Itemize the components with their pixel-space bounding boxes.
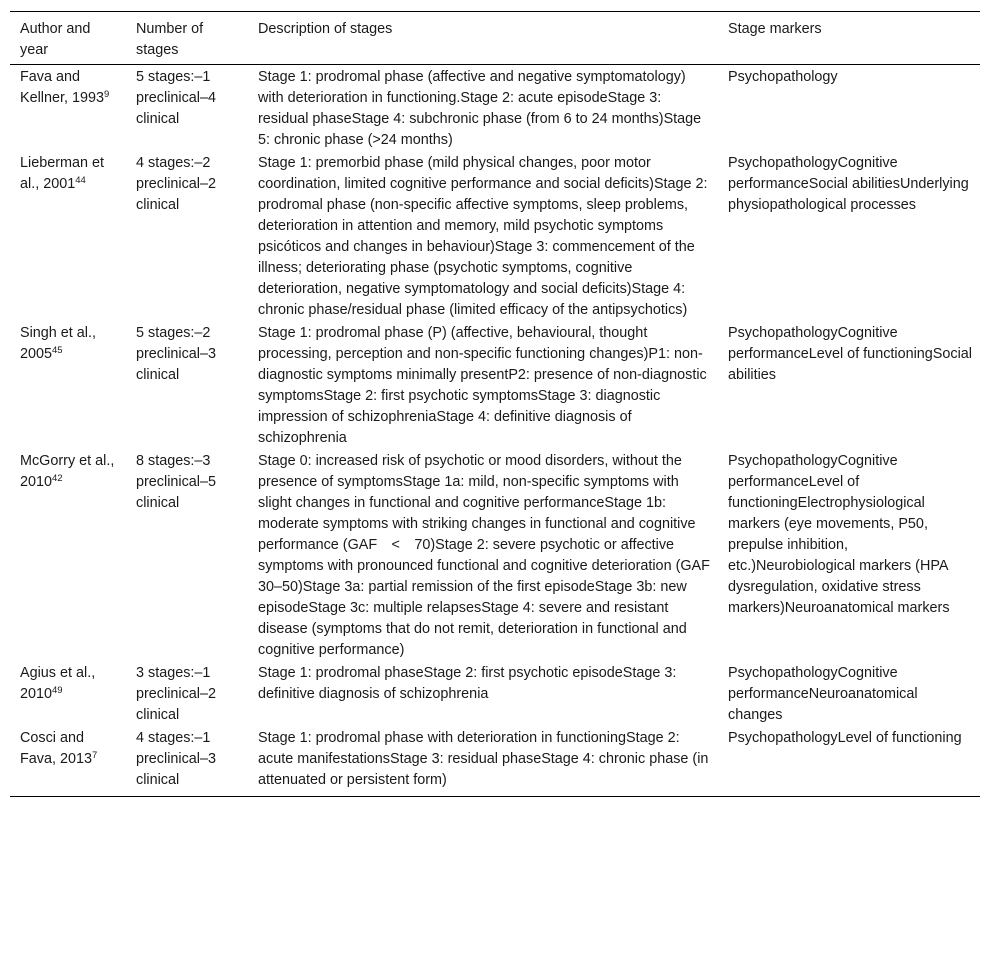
author-text: Fava and Kellner, 1993 [20,69,105,106]
reference-number: 7 [92,750,98,761]
stages-cell [126,449,248,661]
table-row [10,449,980,661]
header-author-year: Author and year [20,21,91,58]
reference-number: 9 [104,89,110,100]
stages-clinical: –2 clinical [136,686,217,723]
stages-count: 4 stages: [136,155,195,171]
header-stage-markers: Stage markers [728,21,822,37]
stages-count: 4 stages: [136,730,195,746]
description-cell: Stage 0: increased risk of psychotic or mood disorders, without the presence of symptomsStage 1a: mild, non-specific symptoms with slight changes in functional and cognitive performanceStage 1b: moderate symptoms with striking changes in functional and cognitive performance (GAF < 70)Stage 2: severe psychotic or affective symptoms with pronounced functional and cognitive deterioration (GAF 30–50)Stage 3a: partial remission of the first episodeStage 3b: new episodeStage 3c: multiple relapsesStage 4: severe and resistant disease (symptoms that do not remit, deterioration in functional and cognitive performance) [258,453,710,658]
stages-count: 5 stages: [136,325,195,341]
stages-clinical: –3 clinical [136,346,217,383]
header-description: Description of stages [258,21,393,37]
author-cell [10,661,126,726]
markers-cell: PsychopathologyCognitive performanceNeuroanatomical changes [728,665,918,723]
reference-number: 44 [75,175,86,186]
description-cell: Stage 1: prodromal phase (P) (affective, behavioural, thought processing, perception and non-specific functioning changes)P1: non-diagnostic symptoms minimally presentP2: presence of non-diagnostic symptomsStage 2: first psychotic symptomsStage 3: diagnostic impression of schizophreniaStage 4: definitive diagnosis of schizophrenia [258,325,707,446]
description-cell: Stage 1: prodromal phase (affective and negative symptomatology) with deterioration in functioning.Stage 2: acute episodeStage 3: residual phaseStage 4: subchronic phase (from 6 to 24 months)Stage 5: chronic phase (>24 months) [258,69,702,148]
author-cell [10,321,126,449]
stages-clinical: –4 clinical [136,90,217,127]
markers-cell: PsychopathologyCognitive performanceSocial abilitiesUnderlying physiopathological processes [728,155,969,213]
stages-clinical: –3 clinical [136,751,217,788]
stages-count: 3 stages: [136,665,195,681]
description-cell: Stage 1: prodromal phaseStage 2: first psychotic episodeStage 3: definitive diagnosis of schizophrenia [258,665,677,702]
header-number-of-stages: Number of stages [136,21,204,58]
stages-count: 5 stages: [136,69,195,85]
stages-cell [126,661,248,726]
markers-cell: PsychopathologyLevel of functioning [728,730,962,746]
markers-cell: PsychopathologyCognitive performanceLevel of functioningElectrophysiological markers (eye movements, P50, prepulse inhibition, etc.)Neurobiological markers (HPA dysregulation, oxidative stress markers)Neuroanatomical markers [728,453,950,616]
header-row [10,12,980,65]
stages-preclinical: –2 preclinical [136,325,211,362]
author-cell [10,449,126,661]
table-row [10,726,980,797]
table-row [10,661,980,726]
reference-number: 42 [52,473,63,484]
markers-cell: Psychopathology [728,69,838,85]
stages-preclinical: –3 preclinical [136,453,211,490]
table-body [10,65,980,797]
stages-clinical: –5 clinical [136,474,217,511]
staging-models-table [10,11,980,797]
table-row [10,65,980,152]
stages-cell [126,726,248,797]
author-cell [10,151,126,321]
author-text: Singh et al., 2005 [20,325,97,362]
author-text: McGorry et al., 2010 [20,453,115,490]
markers-cell: PsychopathologyCognitive performanceLevel of functioningSocial abilities [728,325,972,383]
stages-preclinical: –1 preclinical [136,665,211,702]
stages-cell [126,65,248,152]
stages-clinical: –2 clinical [136,176,217,213]
description-cell: Stage 1: premorbid phase (mild physical changes, poor motor coordination, limited cognitive performance and social deficits)Stage 2: prodromal phase (non-specific affective symptoms, sleep problems, deterioration in attention and memory, mild psychotic symptoms psicóticos and changes in behaviour)Stage 3: commencement of the illness; deteriorating phase (psychotic symptoms, cognitive deterioration, negative symptomatology and social deficits)Stage 4: chronic phase/residual phase (limited efficacy of the antipsychotics) [258,155,708,318]
author-cell [10,65,126,152]
stages-preclinical: –1 preclinical [136,69,211,106]
stages-count: 8 stages: [136,453,195,469]
description-cell: Stage 1: prodromal phase with deterioration in functioningStage 2: acute manifestationsStage 3: residual phaseStage 4: chronic phase (in attenuated or persistent form) [258,730,709,788]
stages-cell [126,321,248,449]
stages-cell [126,151,248,321]
author-text: Lieberman et al., 2001 [20,155,104,192]
table-header [10,12,980,65]
author-cell [10,726,126,797]
reference-number: 45 [52,345,63,356]
reference-number: 49 [52,685,63,696]
table-row [10,321,980,449]
author-text: Cosci and Fava, 2013 [20,730,93,767]
stages-preclinical: –2 preclinical [136,155,211,192]
stages-preclinical: –1 preclinical [136,730,211,767]
table-row [10,151,980,321]
author-text: Agius et al., 2010 [20,665,96,702]
